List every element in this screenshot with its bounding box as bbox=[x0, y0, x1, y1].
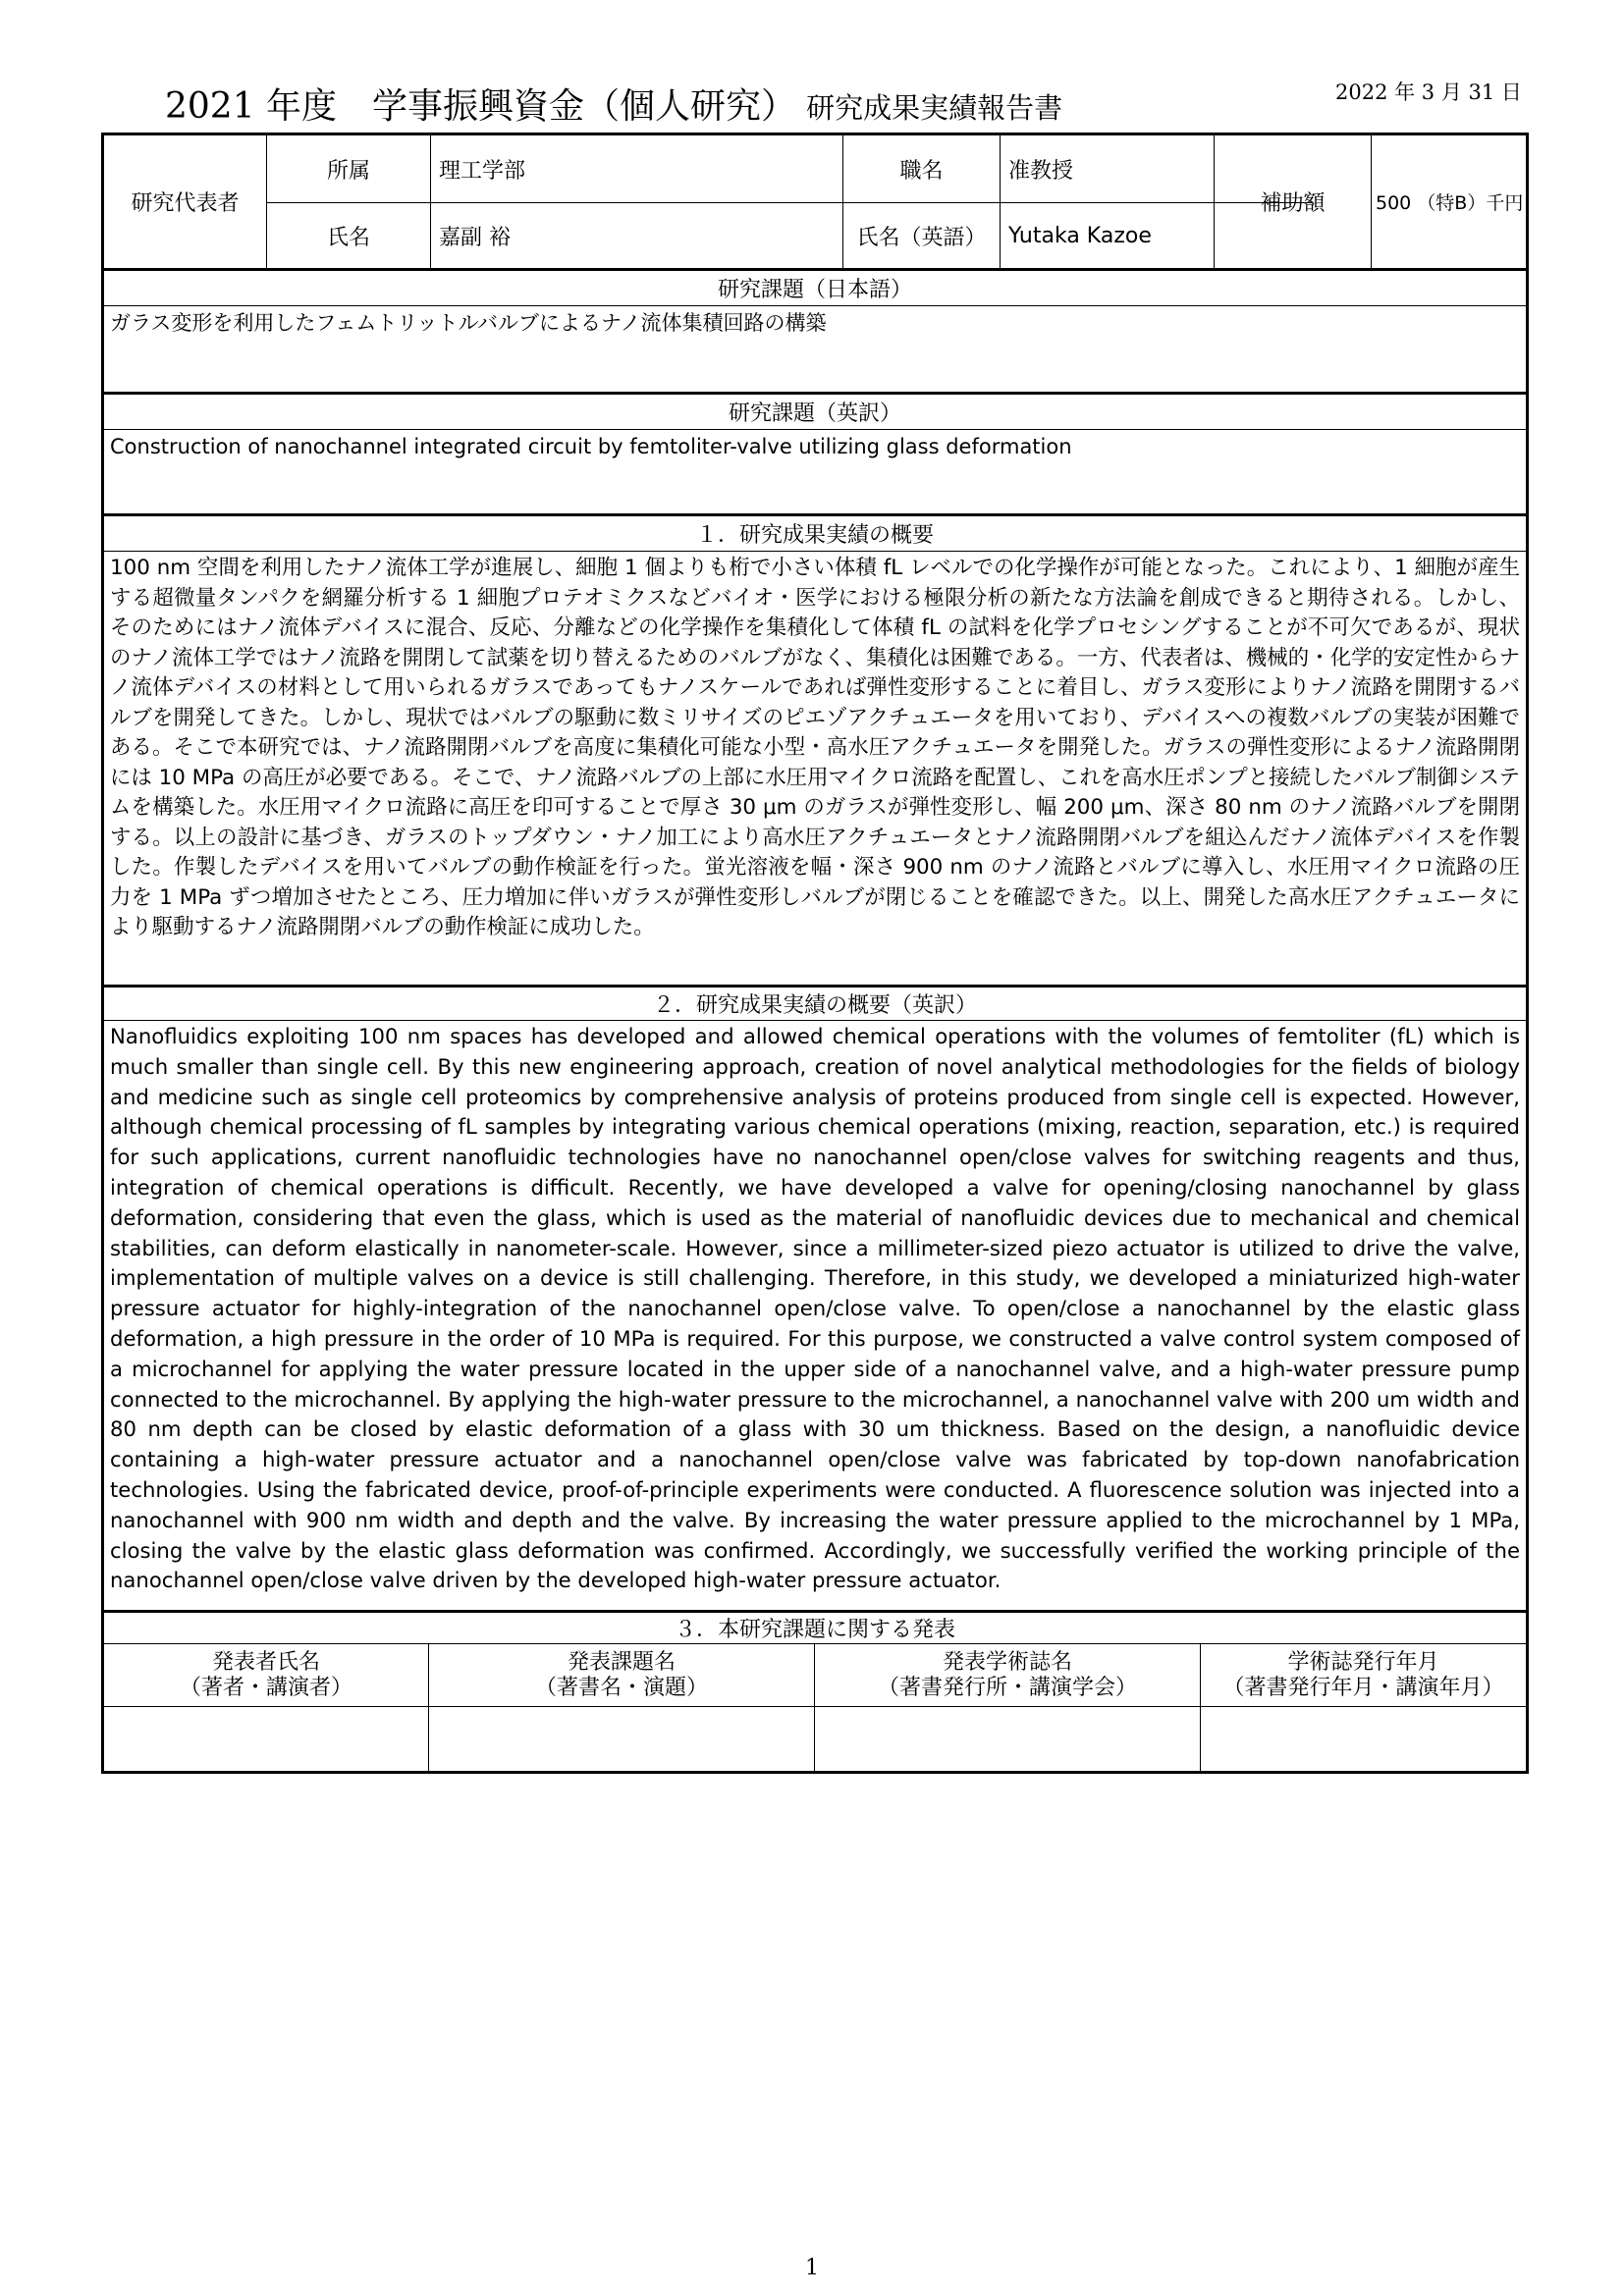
column-header-line: （著書発行年月・講演年月） bbox=[1222, 1675, 1504, 1700]
summary-jp-text: 100 nm 空間を利用したナノ流体工学が進展し、細胞 1 個よりも桁で小さい体積 fL レベルでの化学操作が可能となった。これにより、1 細胞が産生する超微量タンパクを網羅分析する 1 細胞プロテオミクスなどバイオ・医学における極限分析の新たな方法論を創成できると期待される。しかし、そのためにはナノ流体デバイスに混合、反応、分離などの化学操作を集積化して体積 fL の試料を化学プロセシングすることが不可欠であるが、現状のナノ流体工学ではナノ流路を開閉して試薬を切り替えるためのバルブがなく、集積化は困難である。一方、代表者は、機械的・化学的安定性からナノ流体デバイスの材料として用いられるガラスであってもナノスケールであれば弾性変形することに着目し、ガラス変形によりナノ流路を開閉するバルブを開発してきた。しかし、現状ではバルブの駆動に数ミリサイズのピエゾアクチュエータを用いており、デバイスへの複数バルブの実装が困難である。そこで本研究では、ナノ流路開閉バルブを高度に集積化可能な小型・高水圧アクチュエータを開発した。ガラスの弾性変形によるナノ流路開閉には 10 MPa の高圧が必要である。そこで、ナノ流路バルブの上部に水圧用マイクロ流路を配置し、これを高水圧ポンプと接続したバルブ制御システムを構築した。水圧用マイクロ流路に高圧を印可することで厚さ 30 μm のガラスが弾性変形し、幅 200 μm、深さ 80 nm のナノ流路バルブを開閉する。以上の設計に基づき、ガラスのトップダウン・ナノ加工により高水圧アクチュエータとナノ流路開閉バルブを組込んだナノ流体デバイスを作製した。作製したデバイスを用いてバルブの動作検証を行った。蛍光溶液を幅・深さ 900 nm のナノ流路とバルブに導入し、水圧用マイクロ流路の圧力を 1 MPa ずつ増加させたところ、圧力増加に伴いガラスが弾性変形しバルブが閉じることを確認できた。以上、開発した高水圧アクチュエータにより駆動するナノ流路開閉バルブの動作検証に成功した。 bbox=[104, 551, 1526, 985]
column-header-line: （著書名・演題） bbox=[534, 1675, 708, 1700]
grant-value: 500 （特B）千円 bbox=[1371, 135, 1526, 268]
title-sub: 研究成果実績報告書 bbox=[806, 91, 1063, 125]
name-label: 氏名 bbox=[266, 202, 430, 268]
representative-label: 研究代表者 bbox=[131, 191, 240, 216]
name-en-label: 氏名（英語） bbox=[842, 202, 1000, 268]
name-en-value: Yutaka Kazoe bbox=[1000, 202, 1312, 268]
column-header-presenter bbox=[104, 1643, 428, 1706]
affiliation-value: 理工学部 bbox=[430, 135, 842, 202]
page-number: 1 bbox=[805, 2256, 819, 2280]
column-header-line: 学術誌発行年月 bbox=[1287, 1649, 1439, 1675]
column-header-title bbox=[428, 1643, 814, 1706]
topic-jp-text: ガラス変形を利用したフェムトリットルバルブによるナノ流体集積回路の構築 bbox=[104, 305, 1526, 392]
grant-label: 補助額 bbox=[1214, 135, 1371, 268]
publications-heading: ３．本研究課題に関する発表 bbox=[104, 1610, 1526, 1643]
table-cell bbox=[428, 1706, 814, 1771]
table-cell bbox=[104, 1706, 428, 1771]
column-header-line: 発表課題名 bbox=[567, 1649, 676, 1675]
title-main: 2021 年度 学事振興資金（個人研究） bbox=[165, 86, 797, 127]
name-value: 嘉副 裕 bbox=[430, 202, 842, 268]
position-value: 准教授 bbox=[1000, 135, 1312, 202]
position-label: 職名 bbox=[842, 135, 1000, 202]
column-header-date bbox=[1200, 1643, 1526, 1706]
column-header-line: 発表学術誌名 bbox=[942, 1649, 1072, 1675]
column-header-line: 発表者氏名 bbox=[211, 1649, 320, 1675]
table-cell bbox=[1200, 1706, 1526, 1771]
affiliation-label: 所属 bbox=[266, 135, 430, 202]
column-header-line: （著者・講演者） bbox=[179, 1675, 352, 1700]
summary-en-text: Nanofluidics exploiting 100 nm spaces has developed and allowed chemical operations with the volumes of femtoliter (fL) which is much smaller than single cell. By this new engineering approach, creation of novel analytical methodologies for the fields of biology and medicine such as single cell proteomics by comprehensive analysis of proteins produced from single cell is expected. However, although chemical processing of fL samples by integrating various chemical operations (mixing, reaction, separation, etc.) is required for such applications, current nanofluidic technologies have no nanochannel open/close valves for switching reagents and thus, integration of chemical operations is difficult. Recently, we have developed a valve for opening/closing nanochannel by glass deformation, considering that even the glass, which is used as the material of nanofluidic devices due to mechanical and chemical stabilities, can deform elastically in nanometer-scale. However, since a millimeter-sized piezo actuator is utilized to drive the valve, implementation of multiple valves on a device is still challenging. Therefore, in this study, we developed a miniaturized high-water pressure actuator for highly-integration of the nanochannel open/close valve. To open/close a nanochannel by the elastic glass deformation, a high pressure in the order of 10 MPa is required. For this purpose, we constructed a valve control system composed of a microchannel for applying the water pressure located in the upper side of a nanochannel valve, and a high-water pressure pump connected to the microchannel. By applying the high-water pressure to the microchannel, a nanochannel valve with 200 um width and 80 nm depth can be closed by elastic deformation of a glass with 30 um thickness. Based on the design, a nanofluidic device containing a high-water pressure actuator and a nanochannel open/close valve was fabricated by top-down nanofabrication technologies. Using the fabricated device, proof-of-principle experiments were conducted. A fluorescence solution was injected into a nanochannel with 900 nm width and depth and the valve. By increasing the water pressure applied to the microchannel by 1 MPa, closing the valve by the elastic glass deformation was confirmed. Accordingly, we successfully verified the working principle of the nanochannel open/close valve driven by the developed high-water pressure actuator. bbox=[104, 1020, 1526, 1610]
topic-en-heading: 研究課題（英訳） bbox=[104, 392, 1526, 429]
report-form bbox=[101, 133, 1529, 1774]
page-title bbox=[165, 79, 1062, 129]
table-cell bbox=[814, 1706, 1200, 1771]
topic-en-text: Construction of nanochannel integrated circuit by femtoliter-valve utilizing glass deformation bbox=[104, 429, 1526, 513]
column-header-journal bbox=[814, 1643, 1200, 1706]
summary-jp-heading: １．研究成果実績の概要 bbox=[104, 513, 1526, 551]
summary-en-heading: ２．研究成果実績の概要（英訳） bbox=[104, 985, 1526, 1020]
column-header-line: （著書発行所・講演学会） bbox=[877, 1675, 1137, 1700]
topic-jp-heading: 研究課題（日本語） bbox=[104, 268, 1526, 305]
report-date: 2022 年 3 月 31 日 bbox=[1335, 80, 1522, 104]
